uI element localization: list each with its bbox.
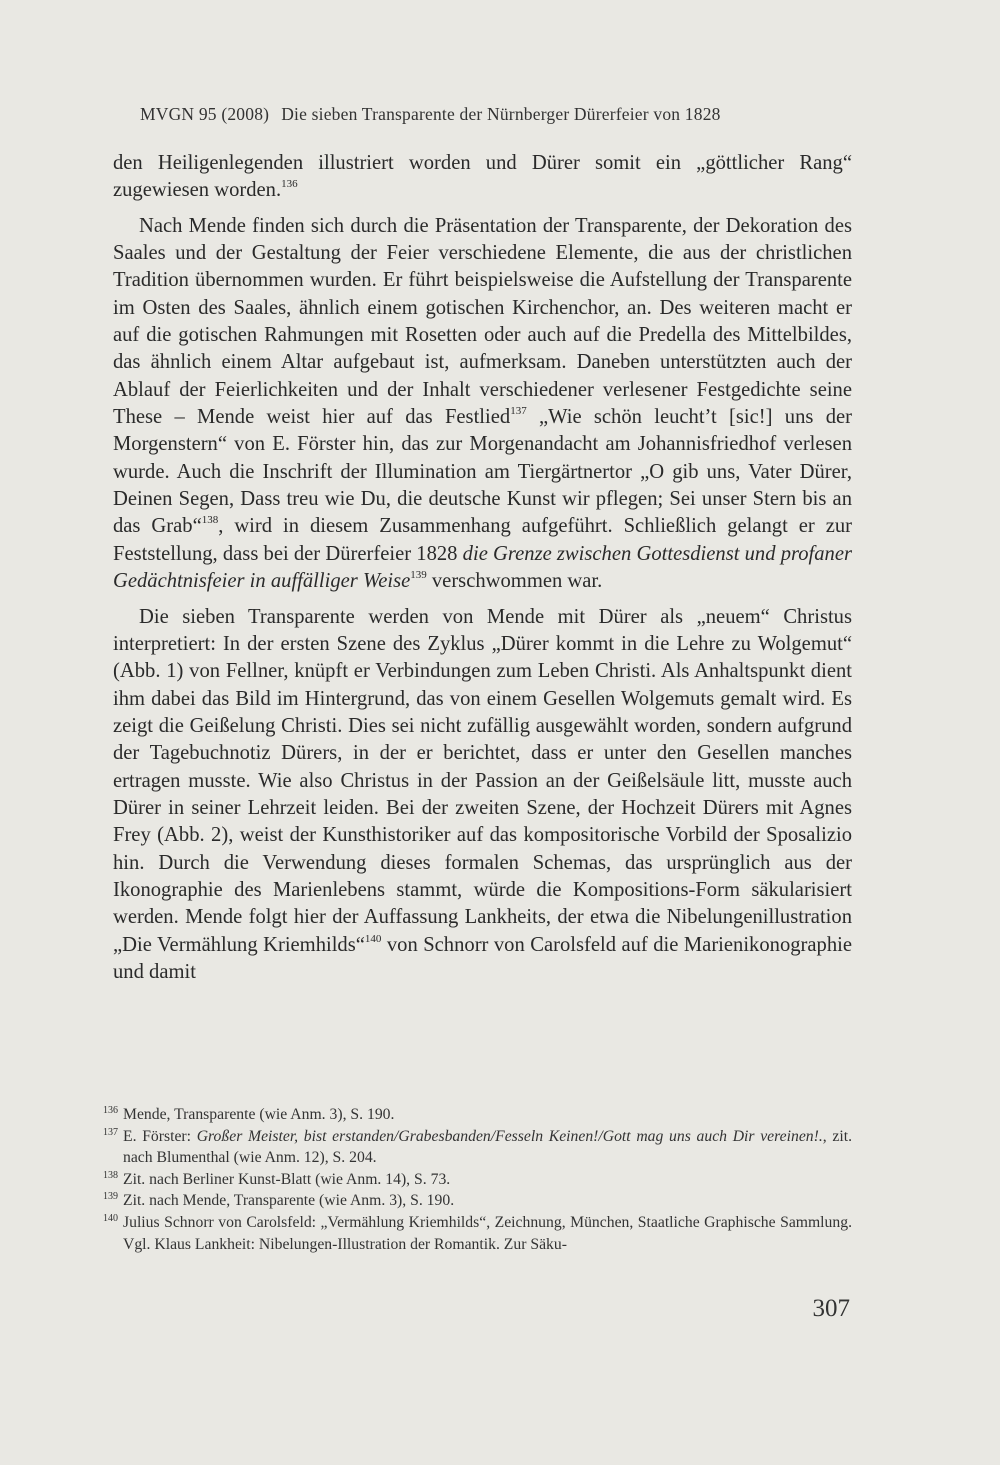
footnote-reference: 136 — [281, 178, 298, 191]
text-run: Nach Mende finden sich durch die Präsentation der Transparente, der Dekoration des Saales und der Gestaltung der Feier verschiedene Elemente, die aus der christlichen Tradition übernommen wurden. Er führt beispielsweise die Aufstellung der Transparente im Osten des Saales, ähnlich einem gotischen Kirchenchor, an. Des weiteren macht er auf die gotischen Rahmungen mit Rosetten oder auch auf die Predella des Mittelbildes, das ähnlich einem Altar aufgebaut ist, aufmerksam. Daneben unterstützten auch der Ablauf der Feierlichkeiten und der Inhalt verschiedener verlesener Festgedichte seine These – Mende weist hier auf das Festlied — [113, 214, 852, 429]
text-run: verschwommen war. — [426, 570, 603, 593]
page-number: 307 — [812, 1295, 850, 1322]
footnote-reference: 139 — [410, 569, 427, 582]
footnote-text — [123, 1104, 852, 1126]
text-run: Mende, Transparente (wie Anm. 3), S. 190. — [123, 1106, 395, 1123]
footnote-number: 139 — [103, 1191, 118, 1203]
text-run: Zit. nach Berliner Kunst-Blatt (wie Anm. 14), S. 73. — [123, 1170, 451, 1188]
main-text — [113, 150, 852, 986]
text-run: von Schnorr von Carolsfeld auf die Marienikonographie und damit — [113, 933, 852, 983]
footnote-reference: 137 — [510, 405, 527, 418]
running-header — [140, 104, 840, 125]
text-run: Zit. nach Mende, Transparente (wie Anm. 3), S. 190. — [123, 1192, 455, 1210]
footnote — [103, 1169, 852, 1191]
journal-reference: MVGN 95 (2008) — [140, 104, 270, 124]
footnote-text — [123, 1190, 852, 1212]
footnote-number: 138 — [103, 1169, 118, 1181]
footnote — [103, 1212, 852, 1255]
footnote-text — [123, 1126, 852, 1169]
paragraph — [113, 213, 852, 596]
footnote-number: 136 — [103, 1105, 118, 1116]
footnote-reference: 140 — [364, 932, 382, 945]
article-title: Die sieben Transparente der Nürnberger Dürerfeier von 1828 — [281, 104, 721, 124]
text-run: den Heiligenlegenden illustriert worden und Dürer somit ein „göttlicher Rang“ zugewiesen worden. — [113, 152, 852, 202]
text-run: , zit. nach Blumenthal (wie Anm. 12), S. 204. — [123, 1127, 852, 1167]
footnote-number: 137 — [103, 1126, 118, 1138]
text-run: E. Förster: — [123, 1127, 197, 1145]
text-run: Die sieben Transparente werden von Mende mit Dürer als „neuem“ Christus interpretiert: In der ersten Szene des Zyklus „Dürer kommt in die Lehre zu Wolgemut“ (Abb. 1) von Fellner, knüpft er Verbindungen zum Leben Christi. Als Anhaltspunkt dient ihm dabei das Bild im Hintergrund, das von einem Gesellen Wolgemuts gemalt wird. Es zeigt die Geißelung Christi. Dies sei nicht zufällig ausgewählt worden, sondern aufgrund der Tagebuchnotiz Dürers, in der er berichtet, dass er unter den Gesellen manches ertragen musste. Wie also Christus in der Passion an der Geißelsäule litt, musste auch Dürer in seiner Lehrzeit leiden. Bei der zweiten Szene, der Hochzeit Dürers mit Agnes Frey (Abb. 2), weist der Kunsthistoriker auf das kompositorische Vorbild der Sposalizio hin. Durch die Verwendung dieses formalen Schemas, das ursprünglich aus der Ikonographie des Marienlebens stammt, würde die Kompositions-Form säkularisiert werden. Mende folgt hier der Auffassung Lankheits, der etwa die Nibelungenillustration „Die Vermählung Kriemhilds“ — [113, 605, 852, 956]
footnotes — [103, 1104, 852, 1255]
italic-text: die Grenze zwischen Gottesdienst und profaner Gedächtnisfeier in auffälliger Weise — [113, 542, 853, 593]
footnote — [103, 1126, 852, 1169]
footnote — [103, 1190, 852, 1212]
italic-text: Großer Meister, bist erstanden/Grabesbanden/Fesseln Keinen!/Gott mag uns auch Dir vereinen!. — [196, 1127, 823, 1145]
text-run: Julius Schnorr von Carolsfeld: „Vermählung Kriemhilds“, Zeichnung, München, Staatliche Graphische Sammlung. Vgl. Klaus Lankheit: Nibelungen-Illustration der Romantik. Zur Säku- — [123, 1213, 852, 1253]
paragraph — [113, 604, 852, 987]
footnote-text — [123, 1169, 852, 1191]
text-run: „Wie schön leucht’t [sic!] uns der Morgenstern“ von E. Förster hin, das zur Morgenandacht am Johannisfriedhof verlesen wurde. Auch die Inschrift der Illumination am Tiergärtnertor „O gib uns, Vater Dürer, Deinen Segen, Dass treu wie Du, die deutsche Kunst wir pflegen; Sei unser Stern bis an das Grab“ — [113, 406, 853, 538]
footnote-text — [123, 1212, 852, 1255]
footnote — [103, 1104, 852, 1126]
footnote-number: 140 — [103, 1212, 118, 1224]
paragraph — [113, 150, 852, 205]
text-run: , wird in diesem Zusammenhang aufgeführt. Schließlich gelangt er zur Feststellung, dass bei der Dürerfeier 1828 — [113, 515, 852, 565]
footnote-reference: 138 — [201, 514, 219, 527]
